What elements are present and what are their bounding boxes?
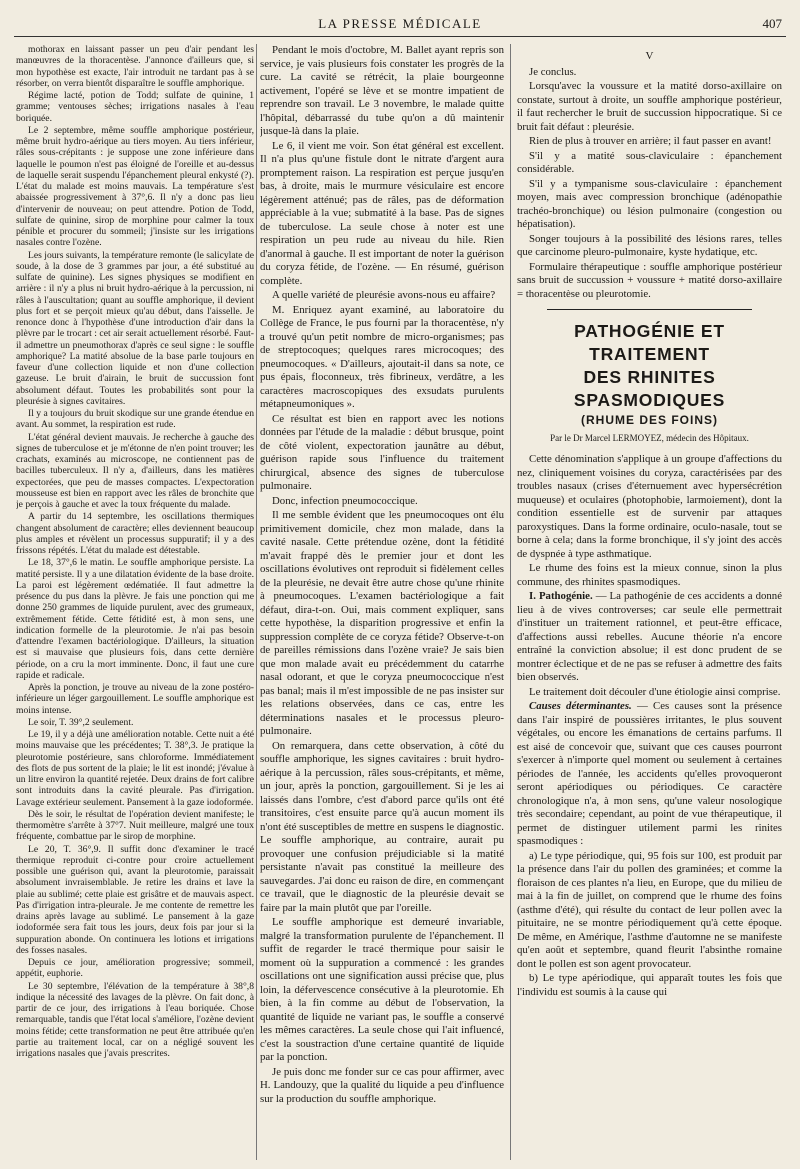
paragraph: Le soir, T. 39°,2 seulement. [28, 716, 134, 728]
paragraph: Pendant le mois d'octobre, M. Ballet ayant repris son service, je vais plusieurs fois constater les progrès de la cure. La cavité se rétrécit, la plaie bourgeonne activement, l'opéré se lève et se montre impatient de reprendre son travail. Le 3 novembre, le malade quitte l'hôpital, débarrassé du tube qu'on a dû maintenir jusque-là dans la plaie. [260, 44, 504, 137]
paragraph: Ce résultat est bien en rapport avec les notions données par l'étude de la maladie : début brusque, point de côté violent, expectoration jaunâtre au début, guérison rapide sous l'influence du traitement chirurgical, absence des signes de tuberculose pulmonaire. [260, 412, 504, 492]
paragraph: a) Le type périodique, qui, 95 fois sur 100, est produit par la présence dans l'air du pollen des graminées; et comme la floraison de ces plantes n'a lieu, en Europe, que du milieu de mai à la fin de juillet, on comprend que le rhume des foins (asthme d'été), qui résulte du contact de leur pollen avec la pituitaire, ne se montre périodiquement qu'à cette époque. De même, en Amérique, l'asthme d'automne ne se manifeste qu'en août et septembre, quand fleurit l'absinthe romaine dont le pollen est son agent provocateur. [517, 849, 782, 970]
page-header [14, 14, 786, 36]
article-body [517, 453, 782, 589]
text-column-left [16, 44, 254, 1160]
byline: Par le Dr Marcel LERMOYEZ, médecin des Hôpitaux. [550, 432, 749, 443]
paragraph: Le 6, il vient me voir. Son état général est excellent. Il n'a plus qu'une fistule dont le nitrate d'argent aura promptement raison. La respiration est perçue jusqu'en bas, à droite, mais le murmure vésiculaire est encore légèrement atténué; pas de râles, pas de déformation appréciable à la vue; submatité à la base. Pas de signes de tuberculose. La seule chose à noter est une respiration un peu rude au niveau du hile. Rien d'anormal à gauche. Il est important de noter la guérison du coryza fétide, de l'ozène. — En résumé, guérison complète. [260, 139, 504, 287]
paragraph: Songer toujours à la possibilité des lésions rares, telles que carcinome pleuro-pulmonaire, kyste hydatique, etc. [517, 232, 782, 258]
paragraph: Les jours suivants, la température remonte (le salicylate de soude, à la dose de 3 grammes par jour, a été substitué au sulfate de quinine). Les signes physiques se modifient en arrière : il n'y a plus ni bruit hydro-aérique à la percussion, ni râles à l'auscultation; quant au souffle amphorique, il devient plus fort et se perçoit mieux qu'au début, dans l'aisselle. Je renonce donc à l'hypothèse d'une introduction d'air dans la plèvre par le trocart : cet air serait actuellement résorbé. Faut-il admettre un pneumothorax d'après ce seul signe : le souffle amphorique? La matité absolue de la base parle toujours en faveur d'une collection liquide et non d'une collection gazeuse. Le bruit d'airain, le bruit de succussion font absolument défaut. Toutes les probabilités sont pour la pleurésie à signes cavitaires. [16, 249, 254, 407]
paragraph: A partir du 14 septembre, les oscillations thermiques changent absolument de caractère; elles deviennent beaucoup plus amples et révèlent un processus suppuratif; il y a des frissons répétés. L'état du malade est détestable. [16, 511, 254, 556]
paragraph: b) Le type apériodique, qui apparaît toutes les fois que l'individu est soumis à la cause qui [517, 972, 782, 998]
paragraph: Après la ponction, je trouve au niveau de la zone postéro-inférieure un léger gargouillement. Le souffle amphorique est moins intense. [16, 682, 254, 716]
paragraph: Le rhume des foins est la mieux connue, sinon la plus commune, des rhinites spasmodiques. [517, 562, 782, 588]
paragraph: Le 2 septembre, même souffle amphorique postérieur, même bruit hydro-aérique au tiers moyen. Au tiers inférieur, râles sous-crépitants : je suppose une zone inférieure dans laquelle le poumon n'est pas éloigné de l'oreille et au-dessus de laquelle serait suspendu l'épanchement pleural enkysté (?). L'état du malade est moins mauvais. La température s'est abaissée progressivement à 37°,6. Il n'y a donc pas lieu d'intervenir de nouveau; on peut attendre. Potion de Todd, sulfate de quinine, sirop de morphine pour calmer la toux pénible et procurer du sommeil; j'insiste sur les irrigations nasales contre l'ozène. [16, 124, 254, 249]
subsection-heading: Causes déterminantes. [529, 700, 632, 712]
paragraph: Régime lacté, potion de Todd; sulfate de quinine, 1 gramme; ventouses sèches; irrigations nasales à l'eau boriquée. [16, 90, 254, 124]
paragraph: A quelle variété de pleurésie avons-nous eu affaire? [272, 289, 496, 301]
section-paragraph [517, 700, 782, 849]
paragraph: Le souffle amphorique est demeuré invariable, malgré la transformation purulente de l'épanchement. Il suffit de regarder le tracé thermique pour saisir le moment où la suppuration a commencé : les grandes oscillations ont une signification aussi précise que, plus loin, la défervescence consécutive à la pleurotomie. Eh bien, à la fin comme au début de l'observation, la quantité de liquide ne variant pas, le souffle a conservé les mêmes caractères. La seule chose qui l'ait influencé, c'est la soustraction d'une certaine quantité de liquide par la ponction. [260, 916, 504, 1063]
text-column-middle [260, 44, 504, 1160]
header-rule [14, 36, 786, 37]
paragraph: Le 30 septembre, l'élévation de la température à 38°,8 indique la nécessité des lavages de la plèvre. On fait donc, à partir de ce jour, des irrigations à l'eau boriquée. Chose remarquable, tandis que l'état local s'améliore, l'ozène devient moins fétide; cette transformation ne peut être attribuée qu'en partie au traitement local, car on a négligé souvent les irrigations nasales que j'avais prescrites. [16, 980, 254, 1059]
paragraph: S'il y a tympanisme sous-claviculaire : épanchement moyen, mais avec compression bronchique (adénopathie trachéo-bronchique) ou lésion pulmonaire (congestion ou hépatisation). [517, 177, 782, 230]
paragraph: Il y a toujours du bruit skodique sur une grande étendue en avant. Au sommet, la respiration est rude. [16, 408, 254, 431]
section-text: — Ces causes sont la présence dans l'air inspiré de poussières irritantes, le plus souvent végétales, ou encore les émanations de certains parfums. Il est aisé de concevoir que, suivant que ces causes pourront s'exercer à n'importe quel moment ou seulement à certaines périodes de l'année, les accidents qu'elles provoqueront seront apériodiques ou périodiques. Ce caractère chronologique n'a, à mon sens, qu'une valeur nosologique très secondaire; cependant, au point de vue thérapeutique, il permet de distinguer utilement parmi les rinites spasmodiques : [517, 700, 782, 847]
article-title-line1: PATHOGÉNIE ET TRAITEMENT [574, 321, 725, 364]
article-title-line2: DES RHINITES SPASMODIQUES [573, 367, 726, 410]
paragraph: Je puis donc me fonder sur ce cas pour affirmer, avec H. Landouzy, que la qualité du liquide a peu d'influence sur la production du souffle amphorique. [260, 1065, 504, 1105]
paragraph: Cette dénomination s'applique à un groupe d'affections du nez, cliniquement voisines du coryza, caractérisées par des troubles nasaux (crises d'éternuement avec hypersécrétion muqueuse) et oculaires (photophobie, larmoiement), dont la condition essentielle est de survenir par attaques paroxystiques. Dans la forme ordinaire, oculo-nasale, tout se borne à cela; dans la forme bronchique, il s'y joint des accès de dyspnée à type asthmatique. [517, 453, 782, 560]
paragraph: Le 18, 37°,6 le matin. Le souffle amphorique persiste. La matité persiste. Il y a une dilatation évidente de la base droite. La paroi est légèrement œdématiée. Il faut admettre la présence du pus dans la plèvre. Je fais une ponction qui me donne 250 grammes de liquide purulent, avec des grumeaux, extrêmement fétide. Cette fétidité est, à mon sens, une indication formelle de la pleurotomie. Je n'ai pas besoin d'attendre l'examen bactériologique. D'ailleurs, la situation est si mauvaise que plusieurs fois, dans cette dernière période, on a cru la mort imminente. Donc, il faut une cure rapide et radicale. [16, 557, 254, 681]
section-marker: V [645, 50, 654, 62]
paragraph: Formulaire thérapeutique : souffle amphorique postérieur sans bruit de succussion + voussure + matité dorso-axillaire = thoracentèse ou pleurotomie. [517, 260, 782, 300]
page-number: 407 [762, 16, 782, 31]
paragraph: Rien de plus à trouver en arrière; il faut passer en avant! [529, 135, 772, 147]
column-divider [510, 44, 511, 1160]
paragraph: Je conclus. [529, 65, 577, 78]
running-title: LA PRESSE MÉDICALE [318, 16, 482, 31]
article-subtitle: (RHUME DES FOINS) [581, 413, 718, 427]
section-heading: I. Pathogénie. [529, 590, 593, 602]
conclusion-paragraphs [517, 66, 782, 302]
paragraph: Dès le soir, le résultat de l'opération devient manifeste; le thermomètre s'arrête à 37°7. Nuit meilleure, malgré une toux fréquente, combattue par le sirop de morphine. [16, 808, 254, 843]
paragraph: mothorax en laissant passer un peu d'air pendant les manœuvres de la thoracentèse. J'annonce d'ailleurs que, si mon hypothèse est exacte, l'air introduit ne tardant pas à se résorber, on verra bientôt disparaître le souffle amphorique. [16, 44, 254, 89]
paragraph: Le 19, il y a déjà une amélioration notable. Cette nuit a été moins mauvaise que les précédentes; T. 38°,3. Je pratique la pleurotomie postérieure, sans chloroforme. Immédiatement des flots de pus sortent de la plaie; le lit est inondé; j'évalue à un litre environ la quantité rejetée. Deux drains de fort calibre sont introduits dans la cavité pleurale. Pas d'irrigation. Lavage extérieur seulement. Pansement à la gaze iodoformée. [16, 729, 254, 808]
paragraph: Il me semble évident que les pneumocoques ont élu primitivement domicile, chez mon malade, dans la cavité nasale. Cette prétendue ozène, dont la fétidité m'avait frappé dès le premier jour et dont les oscillations évolutives ont reproduit si fidèlement celles de la pleurésie, ne devait être autre chose qu'une rhinite à pneumocoques. L'examen bactériologique a fait défaut, dira-t-on. Oui, mais comment expliquer, sans cette hypothèse, la disparition progressive et enfin la suppression complète de ce coryza fétide? Observe-t-on de pareilles rémissions dans l'ozène vraie? Je sais bien que mon malade avait eu précédemment du catarrhe nasal odorant, et que le coryza pneumococcique n'est pas banal; mais il m'est impossible de ne pas insister sur les relations observées, dans ce cas, entre les déterminations nasales et le processus pleuro-pulmonaire. [260, 509, 504, 737]
section-paragraph [517, 590, 782, 685]
paragraph: Depuis ce jour, amélioration progressive; sommeil, appétit, euphorie. [16, 957, 254, 980]
paragraph: Le traitement doit découler d'une étiologie ainsi comprise. [529, 685, 781, 698]
paragraph: Lorsqu'avec la voussure et la matité dorso-axillaire on constate, surtout à droite, un souffle amphorique postérieur, il faut rechercher le bruit de succussion hippocratique. Si ce bruit fait défaut : pleurésie. [517, 80, 782, 133]
paragraph: Le 20, T. 36°,9. Il suffit donc d'examiner le tracé thermique reproduit ci-contre pour croire actuellement possible une guérison qui, avant la pleurotomie, paraissait absolument invraisemblable. Je retire les drains et lave la plaie au sublimé; cette plaie est grisâtre et de mauvais aspect. Pas d'irrigation intra-pleurale. Je me contente de remettre les drains après lavage au sublimé. Le pansement à la gaze iodoformée sera fait tous les jours, deux fois par jour si la suppuration abonde. On continuera les lotions et irrigations des fosses nasales. [16, 843, 254, 956]
paragraph: S'il y a matité sous-claviculaire : épanchement considérable. [517, 149, 782, 175]
article-divider [547, 309, 752, 310]
column-divider [256, 44, 257, 1160]
section-text: — La pathogénie de ces accidents a donné lieu à de vives controverses; car seule elle permettrait d'instituer un traitement rationnel, et peut-être efficace, d'affections aussi rebelles. Aucune théorie n'a encore entraîné la conviction absolue; il est donc prudent de se montrer éclectique et de ne pas se refuser à admettre des faits bien observés. [517, 590, 782, 683]
paragraph: M. Enriquez ayant examiné, au laboratoire du Collège de France, le pus fourni par la thoracentèse, n'y a trouvé qu'un petit nombre de micro-organismes; pas de streptocoques; quelques rares microcoques; des pneumocoques. « D'ailleurs, ajoutait-il dans sa note, ce pus épais, floconneux, très fibrineux, verdâtre, a les caractères macroscopiques des exsudats purulents métapneumoniques ». [260, 303, 504, 410]
paragraph: Donc, infection pneumococcique. [272, 494, 418, 507]
paragraph: L'état général devient mauvais. Je recherche à gauche des signes de tuberculose et je m'étonne de n'en point trouver; les crachats, examinés au microscope, ne contiennent pas de bacilles tuberculeux. Il n'y a, d'ailleurs, dans les matières expectorées, que peu de masses compactes. L'expectoration mousseuse est bien en rapport avec les râles de bronchite que je perçois à gauche et avec la toux fréquente du malade. [16, 431, 254, 510]
paragraph: On remarquera, dans cette observation, à côté du souffle amphorique, les signes cavitaires : bruit hydro-aérique à la percussion, râles sous-crépitants, et même, un jour, après la ponction, gargouillement. Si je les ai laissés dans l'ombre, c'est d'abord parce qu'ils ont été transitoires, c'est ensuite parce qu'à aucun moment ils n'ont été susceptibles de mettre en suspens le diagnostic. Le souffle amphorique, au contraire, aurait pu provoquer une confusion préjudiciable si la matité persistante n'avait pas constitué la meilleure des sauvegardes. J'ai donc eu raison de dire, en commençant ce travail, que le diagnostic de la pleurésie devait se faire par la main plutôt que par l'oreille. [260, 739, 504, 914]
text-column-right [517, 44, 782, 1160]
